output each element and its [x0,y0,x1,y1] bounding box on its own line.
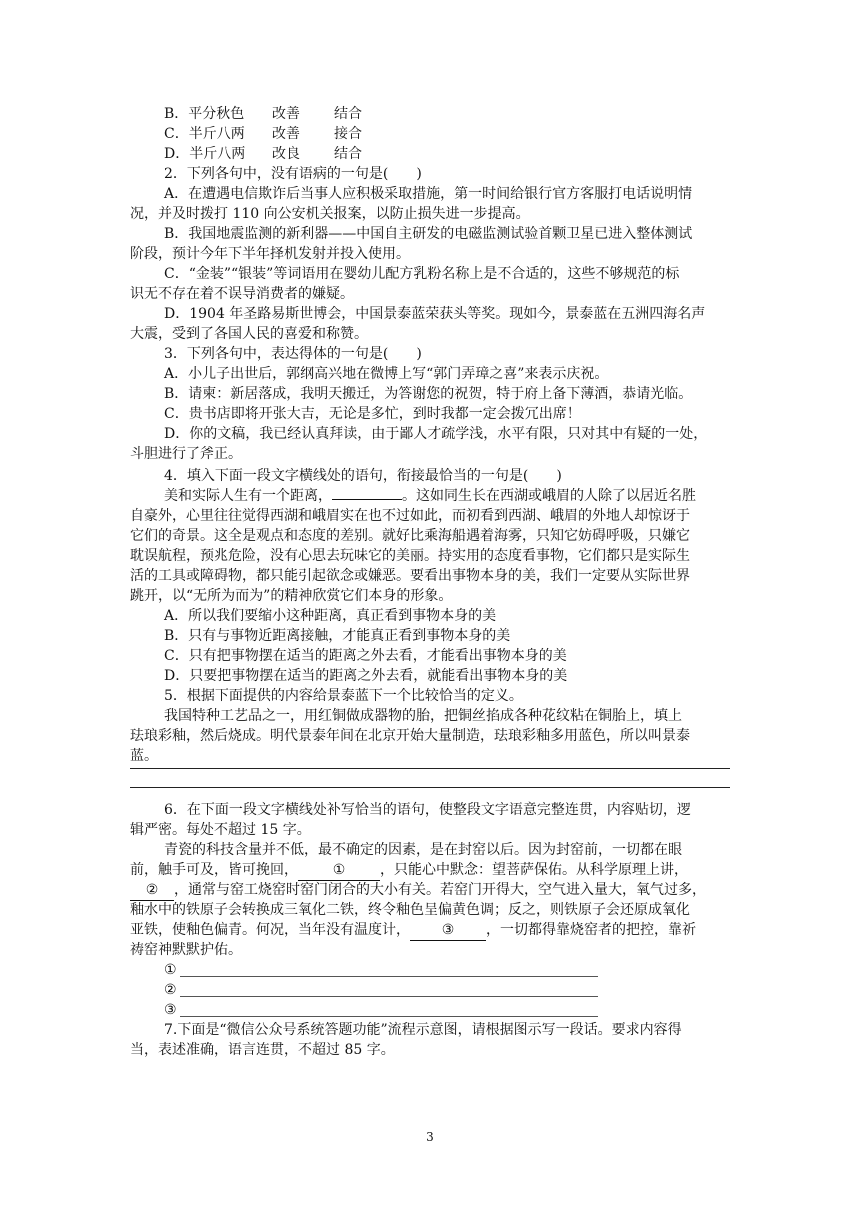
q6-stem-line2: 辑严密。每处不超过 15 字。 [130,822,311,838]
q6-blank-1: ① [298,860,380,881]
q6-answer-2-label: ② [164,982,177,998]
q4-blank [332,499,402,500]
q3-stem: 3．下列各句中，表达得体的一句是( ) [164,346,422,362]
q6-stem-line1: 6．在下面一段文字横线处补写恰当的语句，使整段文字语意完整连贯，内容贴切，逻 [164,802,691,818]
q2-option-b-line1: B．我国地震监测的新利器——中国自主研发的电磁监测试验首颗卫星已进入整体测试 [164,226,693,242]
q5-material-line3: 蓝。 [130,748,158,764]
q4-option-c: C．只有把事物摆在适当的距离之外去看，才能看出事物本身的美 [164,648,567,664]
q3-option-d-line2: 斗胆进行了斧正。 [130,446,242,462]
q2-option-c-line2: 识无不存在着不误导消费者的嫌疑。 [130,286,354,302]
q1-option-c: C．半斤八两 改善 接合 [164,126,362,142]
q6-passage-line5: 亚铁，使釉色偏青。何况，当年没有温度计， ③ ，一切都得靠烧窑者的把控，靠祈 [130,920,696,941]
q1-option-d: D．半斤八两 改良 结合 [164,146,362,162]
q2-option-a-line1: A．在遭遇电信欺诈后当事人应积极采取措施，第一时间给银行官方客服打电话说明情 [164,186,693,202]
q4-option-b: B．只有与事物近距离接触，才能真正看到事物本身的美 [164,628,511,644]
q5-material-line1: 我国特种工艺品之一，用红铜做成器物的胎，把铜丝掐成各种花纹粘在铜胎上，填上 [164,708,682,724]
q6-passage-line6: 祷窑神默默护佑。 [130,942,242,958]
q6-passage-line1: 青瓷的科技含量并不低，最不确定的因素，是在封窑以后。因为封窑前，一切都在眼 [164,842,682,858]
q2-option-a-line2: 况，并及时拨打 110 向公安机关报案，以防止损失进一步提高。 [130,206,530,222]
q3-option-a: A．小儿子出世后，郭纲高兴地在微博上写“郭门弄璋之喜”来表示庆祝。 [164,366,609,382]
q4-passage-line3: 它们的奇景。这全是观点和态度的差别。就好比乘海船遇着海雾，只知它妨碍呼吸，只嫌它 [130,528,690,544]
q4-passage-line4: 耽误航程，预兆危险，没有心思去玩味它的美丽。持实用的态度看事物，它们都只是实际生 [130,548,690,564]
q3-option-c: C．贵书店即将开张大吉，无论是多忙，到时我都一定会拨冗出席！ [164,406,581,422]
q6-passage-line4: 釉水中的铁原子会转换成三氧化二铁，终令釉色呈偏黄色调；反之，则铁原子会还原成氧化 [130,902,690,918]
q6-answer-3-label: ③ [164,1002,177,1018]
q6-passage-line2: 前，触手可及，皆可挽回， ① ，只能心中默念：望菩萨保佑。从科学原理上讲， [130,860,688,881]
q5-answer-line-1[interactable] [130,768,730,769]
q3-option-b: B．请柬：新居落成，我明天搬迁，为答谢您的祝贺，特于府上备下薄酒，恭请光临。 [164,386,693,402]
q4-passage-line5: 活的工具或障碍物，都只能引起欲念或嫌恶。要看出事物本身的美，我们一定要从实际世界 [130,568,690,584]
q6-answer-3-line[interactable] [180,1016,598,1017]
q5-stem: 5．根据下面提供的内容给景泰蓝下一个比较恰当的定义。 [164,688,523,704]
q4-passage-line1: 美和实际人生有一个距离， 。这如同生长在西湖或峨眉的人除了以居近名胜 [164,488,696,504]
q4-option-a: A．所以我们要缩小这种距离，真正看到事物本身的美 [164,608,497,624]
q6-passage-line3: ② ，通常与窑工烧窑时窑门闭合的大小有关。若窑门开得大，空气进入量大，氧气过多， [130,880,706,901]
q3-option-d-line1: D．你的文稿，我已经认真拜读，由于鄙人才疏学浅，水平有限，只对其中有疑的一处， [164,426,708,442]
q4-stem: 4．填入下面一段文字横线处的语句，衔接最恰当的一句是( ) [164,468,562,484]
q2-option-b-line2: 阶段，预计今年下半年择机发射并投入使用。 [130,246,410,262]
q6-blank-2: ② [130,880,174,901]
q6-answer-1-label: ① [164,962,177,978]
q1-option-b: B．平分秋色 改善 结合 [164,106,362,122]
q5-material-line2: 珐琅彩釉，然后烧成。明代景泰年间在北京开始大量制造，珐琅彩釉多用蓝色，所以叫景泰 [130,728,690,744]
q2-option-d-line1: D．1904 年圣路易斯世博会，中国景泰蓝荣获头等奖。现如今，景泰蓝在五洲四海名声 [164,306,706,322]
q7-stem-line1: 7.下面是“微信公众号系统答题功能”流程示意图，请根据图示写一段话。要求内容得 [164,1022,682,1038]
q2-stem: 2．下列各句中，没有语病的一句是( ) [164,166,422,182]
q5-answer-line-2[interactable] [130,787,730,788]
q4-option-d: D．只要把事物摆在适当的距离之外去看，就能看出事物本身的美 [164,668,568,684]
q4-passage-line6: 跳开，以“无所为而为”的精神欣赏它们本身的形象。 [130,588,453,604]
q2-option-c-line1: C．“金装”“银装”等词语用在婴幼儿配方乳粉名称上是不合适的，这些不够规范的标 [164,266,680,282]
page-number: 3 [426,1130,434,1144]
q7-stem-line2: 当，表述准确，语言连贯，不超过 85 字。 [130,1042,395,1058]
q4-passage-line2: 自豪外，心里往往觉得西湖和峨眉实在也不过如此，而初看到西湖、峨眉的外地人却惊讶于 [130,508,690,524]
q6-blank-3: ③ [410,920,486,941]
q6-answer-1-line[interactable] [180,976,598,977]
q6-answer-2-line[interactable] [180,996,598,997]
q2-option-d-line2: 大震，受到了各国人民的喜爱和称赞。 [130,326,368,342]
